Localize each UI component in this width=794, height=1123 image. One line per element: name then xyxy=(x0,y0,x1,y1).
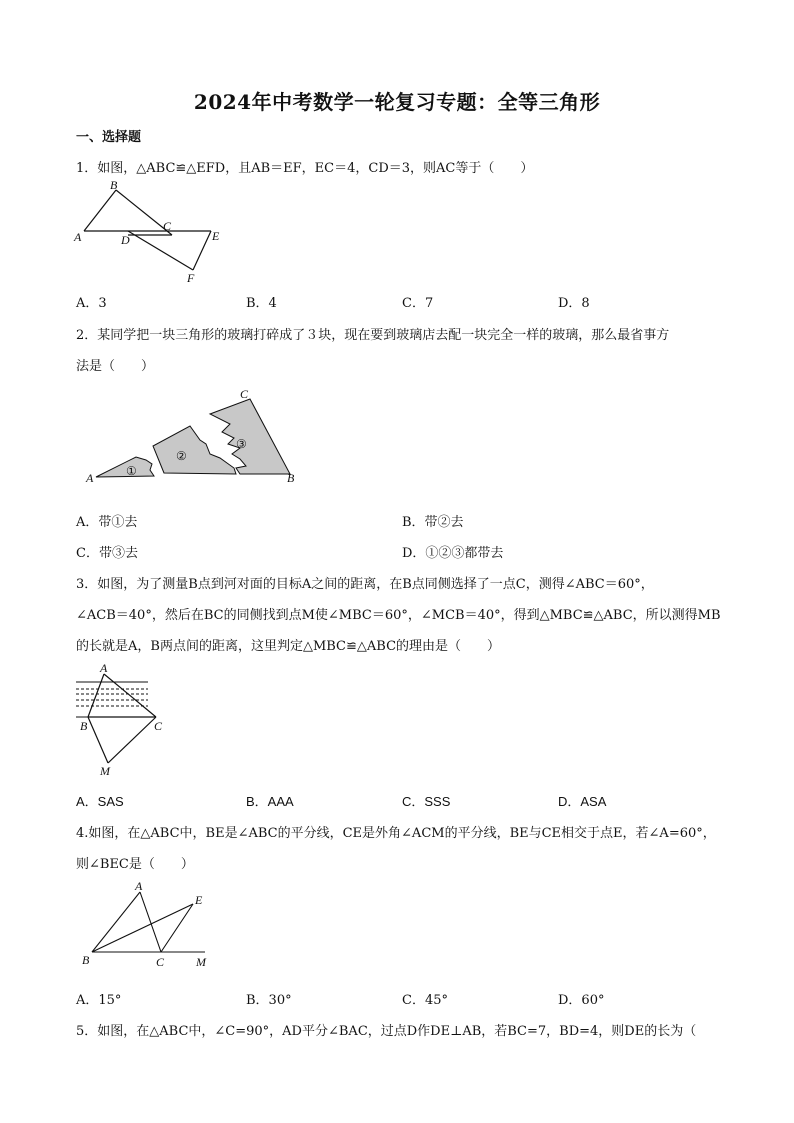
q3-option-d[interactable]: D．ASA xyxy=(558,794,607,809)
q4-label-b: B xyxy=(82,953,90,967)
q3-option-a[interactable]: A．SAS xyxy=(76,794,124,809)
q1-option-b[interactable]: B．4 xyxy=(246,296,277,311)
q3-segment-ab xyxy=(88,674,104,717)
q4-segment-ac xyxy=(140,892,161,952)
q3-label-b: B xyxy=(80,719,88,733)
q2-option-d[interactable]: D．①②③都带去 xyxy=(402,546,504,561)
q3-figure xyxy=(70,660,180,778)
q3-segment-ac xyxy=(104,674,156,717)
q1-option-c[interactable]: C．7 xyxy=(402,296,434,311)
q4-label-c: C xyxy=(156,955,165,969)
q3-text-line2: ∠ACB＝40°，然后在BC的同侧找到点M使∠MBC＝60°，∠MCB＝40°，得到△MBC≌△ABC，所以测得MB xyxy=(76,608,721,623)
q3-segment-bm xyxy=(88,717,108,763)
q1-option-a[interactable]: A．3 xyxy=(76,296,107,311)
q3-segment-cm xyxy=(108,717,156,763)
q2-label-a: A xyxy=(86,471,94,485)
q4-figure xyxy=(72,878,222,974)
q2-label-piece-3: ③ xyxy=(236,437,247,451)
q3-option-b[interactable]: B．AAA xyxy=(246,794,294,809)
q1-label-d: D xyxy=(121,233,130,247)
q1-figure xyxy=(70,178,230,286)
q2-text-line1: 2．某同学把一块三角形的玻璃打碎成了３块，现在要到玻璃店去配一块完全一样的玻璃，那么最省事方 xyxy=(76,328,670,343)
q5-text-line1: 5．如图，在△ABC中，∠C=90°，AD平分∠BAC，过点D作DE⊥AB，若BC=7，BD=4，则DE的长为（ xyxy=(76,1024,697,1039)
q1-label-b: B xyxy=(110,178,118,192)
q2-figure xyxy=(80,382,305,490)
q4-segment-be xyxy=(92,904,193,952)
q1-text: 1．如图，△ABC≌△EFD，且AB＝EF，EC＝4，CD＝3，则AC等于（ ） xyxy=(76,161,534,176)
q1-option-d[interactable]: D．8 xyxy=(558,296,590,311)
q3-option-c[interactable]: C．SSS xyxy=(402,794,451,809)
q3-label-m: M xyxy=(100,764,110,778)
q1-segment-ab xyxy=(84,190,116,231)
q2-label-c: C xyxy=(240,387,249,401)
q4-segment-ba xyxy=(92,892,140,952)
q4-option-b[interactable]: B．30° xyxy=(246,993,292,1008)
page-title: 2024年中考数学一轮复习专题：全等三角形 xyxy=(193,90,601,114)
q1-segment-ef xyxy=(193,231,211,270)
q3-text-line3: 的长就是A，B两点间的距离，这里判定△MBC≌△ABC的理由是（ ） xyxy=(76,639,501,654)
q4-label-a: A xyxy=(135,879,143,893)
section-heading: 一、选择题 xyxy=(76,130,142,145)
q1-segment-fd xyxy=(128,231,193,270)
q4-option-d[interactable]: D．60° xyxy=(558,993,605,1008)
q1-label-f: F xyxy=(187,271,195,285)
q3-text-line1: 3．如图，为了测量B点到河对面的目标A之间的距离，在B点同侧选择了一点C，测得∠ABC＝60°， xyxy=(76,577,654,592)
q1-label-c: C xyxy=(163,219,172,233)
q4-option-c[interactable]: C．45° xyxy=(402,993,448,1008)
q3-label-a: A xyxy=(100,661,108,675)
q4-text-line1: 4.如图，在△ABC中，BE是∠ABC的平分线，CE是外角∠ACM的平分线，BE与CE相交于点E，若∠A=60°， xyxy=(76,826,716,841)
q2-label-piece-2: ② xyxy=(176,449,187,463)
q1-label-a: A xyxy=(74,230,82,244)
q2-label-b: B xyxy=(287,471,295,485)
q1-label-e: E xyxy=(212,229,220,243)
q4-label-m: M xyxy=(196,955,206,969)
q3-label-c: C xyxy=(154,719,163,733)
q2-text-line2: 法是（ ） xyxy=(76,359,155,374)
q2-label-piece-1: ① xyxy=(126,464,137,478)
q4-label-e: E xyxy=(195,893,203,907)
q2-option-b[interactable]: B．带②去 xyxy=(402,515,464,530)
q2-option-a[interactable]: A．带①去 xyxy=(76,515,138,530)
q2-option-c[interactable]: C．带③去 xyxy=(76,546,138,561)
q2-piece-1 xyxy=(96,457,154,477)
q4-text-line2: 则∠BEC是（ ） xyxy=(76,857,194,872)
q4-option-a[interactable]: A．15° xyxy=(76,993,122,1008)
